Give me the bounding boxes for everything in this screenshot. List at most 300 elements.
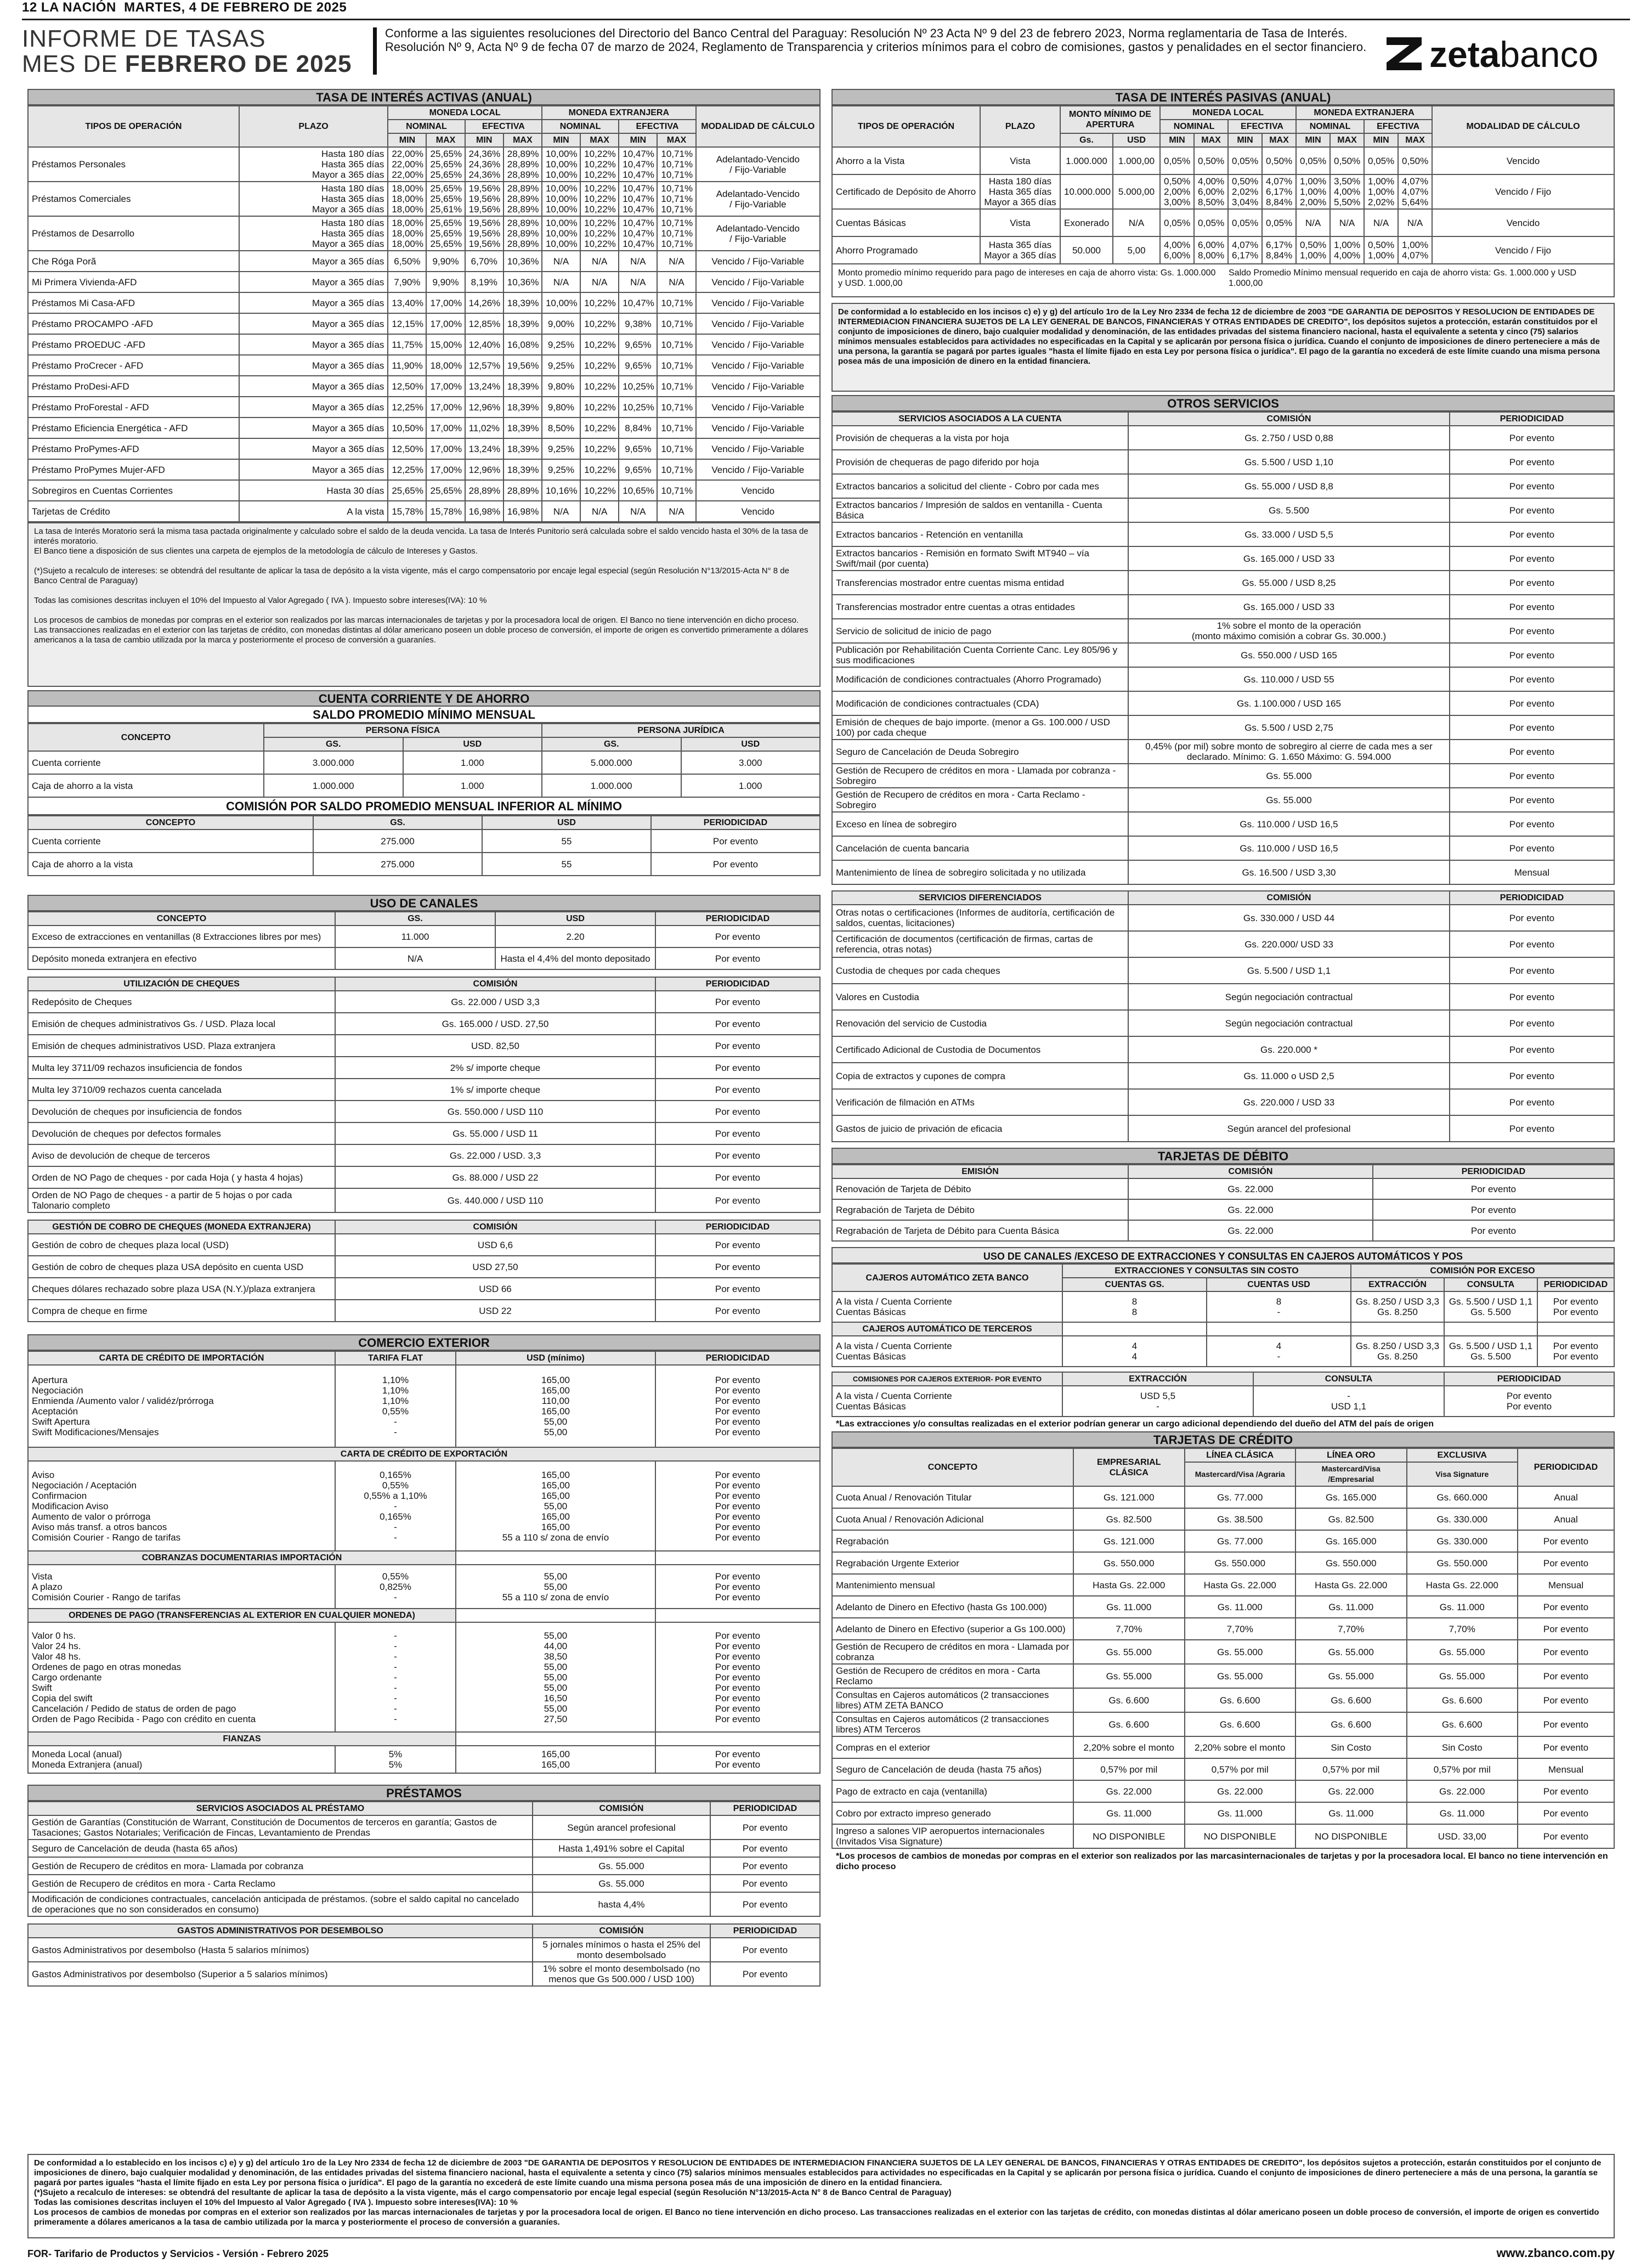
table-cell: 10,36% — [503, 251, 542, 272]
table-cell: Mayor a 365 días — [239, 418, 388, 438]
table-cell: Por evento — [1518, 1802, 1614, 1824]
table-cell: Gs. 55.000 — [1073, 1640, 1185, 1664]
table-cell: Extractos bancarios - Retención en ventanilla — [832, 522, 1128, 546]
table-cell: 10,22% — [580, 418, 619, 438]
table-cell: Por evento — [1518, 1712, 1614, 1736]
table-row — [28, 1300, 820, 1322]
footer-notes: De conformidad a lo establecido en los incisos c) e) y g) del artículo 1ro de la Ley Nro 2334 de fecha 12 de diciembre de 2003 "DE GARANTIA DE DEPOSITOS Y RESOLUCION DE ENTIDADES DE INTERMEDIACION FINANCIERA SUJETOS DE LA LEY GENERAL DE BANCOS, FINANCIERAS Y OTRAS ENTIDADES DE CREDITO", los depósitos sujetos a protección, estarán constituidos por el conjunto de imposiciones de dinero, bajo cualquier modalidad y denominación, de las entidades privadas del sistema financiero nacional, hasta el equivalente a setenta y cinco (75) salarios mínimos mensuales establecidos para actividades no especificadas en la Capital y se aplicarán por persona física o jurídica. Cuando el conjunto de imposiciones de dinero perteneciere a más de una persona, la garantía se pagará por partes iguales "hasta el límite fijado en esta Ley por persona física o jurídica". El pago de la garantía no excederá de este límite cuando una misma persona posea más de una imposición de dinero en la entidad financiera. (*)Sujeto a recalculo de intereses: se obtendrá del resultante de aplicar la tasa de depósito a la vista vigente, más el cargo compensatorio por encaje legal especial (según Resolución N°13/2015-Acta N° 8 de Banco Central de Paraguay) Todas las comisiones descritas incluyen el 10% del Impuesto al Valor Agregado ( IVA ). Impuesto sobre intereses(IVA): 10 % Los procesos de cambios de monedas por compras en el exterior son realizados por las marcas internacionales de tarjetas y por la procesadora local de origen. El Banco no tiene intervención en dicho proceso. Las transacciones realizadas en el exterior con las tarjetas de crédito, con monedas distintas al dólar americano poseen un doble proceso de conversión, el importe de origen es convertido primeramente a dólares americanos a la tasa de cambio utilizada por la marca y posteriormente el proceso de conversión a guaraníes. — [27, 2154, 1615, 2238]
table-cell: Regrabación — [832, 1530, 1073, 1552]
table-cell: N/A — [619, 501, 657, 522]
table-cell: Vencido / Fijo-Variable — [696, 438, 820, 459]
table-cell: Vencido / Fijo-Variable — [696, 313, 820, 334]
section-canales: USO DE CANALES — [27, 895, 821, 911]
table-cell: 10,71% — [657, 355, 695, 376]
table-cell: Gs. 6.600 — [1295, 1688, 1407, 1712]
table-cell: Gs. 6.600 — [1185, 1688, 1296, 1712]
table-cell: Cheques dólares rechazado sobre plaza USA (N.Y.)/plaza extranjera — [28, 1278, 335, 1300]
table-cell: Gs. 330.000 / USD 44 — [1128, 905, 1450, 931]
table-row — [28, 182, 820, 216]
table-cell: 2,20% sobre el monto — [1185, 1736, 1296, 1758]
table-row — [28, 292, 820, 313]
table-cell: N/A — [619, 251, 657, 272]
table-cell: Gs. 77.000 — [1185, 1530, 1296, 1552]
table-cell: 8,50% — [542, 418, 580, 438]
table-cell: Por evento — [655, 991, 820, 1013]
table-cell: 28,89% 28,89% 28,89% — [503, 182, 542, 216]
table-cell: Por evento — [1518, 1640, 1614, 1664]
table-cell: N/A — [542, 501, 580, 522]
table-cell: Ahorro a la Vista — [832, 147, 980, 174]
table-cell: Hasta 180 días Hasta 365 días Mayor a 365 días — [239, 147, 388, 182]
table-cell: Préstamos Personales — [28, 147, 239, 182]
table-cell: Redepósito de Cheques — [28, 991, 335, 1013]
table-cell: 28,89% 28,89% 28,89% — [503, 147, 542, 182]
table-cell: Gs. 330.000 — [1407, 1508, 1518, 1530]
table-cell: Gs. 11.000 — [1295, 1802, 1407, 1824]
table-cell: Transferencias mostrador entre cuentas misma entidad — [832, 571, 1128, 595]
table-cell: Por evento — [1518, 1552, 1614, 1574]
table-row — [832, 1758, 1614, 1780]
table-cell: 10,25% — [619, 376, 657, 397]
table-cell: Por evento — [710, 1962, 820, 1986]
footer-version: FOR- Tarifario de Productos y Servicios - Versión - Febrero 2025 — [27, 2248, 329, 2259]
table-row — [832, 1688, 1614, 1712]
table-cell: 10,71% — [657, 397, 695, 418]
table-cell: 9,25% — [542, 355, 580, 376]
table-cell: 11,90% — [388, 355, 426, 376]
table-cell: Por evento — [1518, 1618, 1614, 1640]
table-cell: Gs. 165.000 / USD 33 — [1128, 546, 1450, 571]
table-row — [28, 1938, 820, 1962]
left-column: TASA DE INTERÉS ACTIVAS (ANUAL) TIPOS DE OPERACIÓN PLAZO MONEDA LOCAL MONEDA EXTRANJERA MODALIDAD DE CÁLCULO NOMINAL EFECTIVA NOMINAL EFECTIVA MIN MAX MIN MAX MIN MAX MIN MAX Préstamos Personales Hasta 180 días Hasta 365 días Mayor a 365 días 22,00% 22,00% 22,00% 25,65% 25,65% 25,65% 24,36% 24,36% 24,36% 28,89% 28,89% 28,89% 10,00% 10,00% 10,00% 10,22% 10,22% 10,22% 10,47% 10,47% 10,47% 10,71% 10,71% 10,71% Adelantado-Vencido / Fijo-Variable Préstamos Comerciales Hasta 180 días Hasta 365 días Mayor a 365 días 18,00% 18,00% 18,00% 25,65% 25,65% 25,61% 19,56% 19,56% 19,56% 28,89% 28,89% 28,89% 10,00% 10,00% 10,00% 10,22% 10,22% 10,22% 10,47% 10,47% 10,47% 10,71% 10,71% 10,71% Adelantado-Vencido / Fijo-Variable Préstamos de Desarrollo Hasta 180 días Hasta 365 días Mayor a 365 días 18,00% 18,00% 18,00% 25,65% 25,65% 25,65% 19,56% 19,56% 19,56% 28,89% 28,89% 28,89% 10,00% 10,00% 10,00% 10,22% 10,22% 10,22% 10,47% 10,47% 10,47% 10,71% 10,71% 10,71% Adelantado-Vencido / Fijo-Variable Che Róga Porã Mayor a 365 días 6,50% 9,90% 6,70% 10,36% N/A N/A N/A N/A Vencido / Fijo-Variable Mi Primera Vivienda-AFD Mayor a 365 días 7,90% 9,90% 8,19% 10,36% N/A N/A N/A N/A Vencido / Fijo-Variable Préstamos Mi Casa-AFD Mayor a 365 días 13,40% 17,00% 14,26% 18,39% 10,00% 10,22% 10,47% 10,71% Vencido / Fijo-Variable Préstamo PROCAMPO -AFD Mayor a 365 días 12,15% 17,00% 12,85% 18,39% 9,00% 10,22% 9,38% 10,71% Vencido / Fijo-Variable Préstamo PROEDUC -AFD Mayor a 365 días 11,75% 15,00% 12,40% 16,08% 9,25% 10,22% 9,65% 10,71% Vencido / Fijo-Variable Préstamo ProCrecer - AFD Mayor a 365 días 11,90% 18,00% 12,57% 19,56% 9,25% 10,22% 9,65% 10,71% Vencido / Fijo-Variable Préstamo ProDesi-AFD Mayor a 365 días 12,50% 17,00% 13,24% 18,39% 9,80% 10,22% 10,25% 10,71% Vencido / Fijo-Variable Préstamo ProForestal - AFD Mayor a 365 días 12,25% 17,00% 12,96% 18,39% 9,80% 10,22% 10,25% 10,71% Vencido / Fijo-Variable Préstamo Eficiencia Energética - AFD Mayor a 365 días 10,50% 17,00% 11,02% 18,39% 8,50% 10,22% 8,84% 10,71% Vencido / Fijo-Variable Préstamo ProPymes-AFD Mayor a 365 días 12,50% 17,00% 13,24% 18,39% 9,25% 10,22% 9,65% 10,71% Vencido / Fijo-Variable Préstamo ProPymes Mujer-AFD Mayor a 365 días 12,25% 17,00% 12,96% 18,39% 9,25% 10,22% 9,65% 10,71% Vencido / Fijo-Variable Sobregiros en Cuentas Corrientes Hasta 30 días 25,65% 25,65% 28,89% 28,89% 10,16% 10,22% 10,65% 10,71% Vencido Tarjetas de Crédito A la vista 15,78% 15,78% 16,98% 16,98% N/A N/A N/A N/A Vencido La tasa de Interés Moratorio será la misma tasa pactada originalmente y calculado sobre el saldo de la deuda vencida. La tasa de Interés Punitorio será calculada sobre el saldo vencido hasta el 30% de la tasa de interés moratorio. El Banco tiene a disposición de sus clientes una carpeta de ejemplos de la metodología de cálculo de Intereses y Gastos. (*)Sujeto a recalculo de intereses: se obtendrá del resultante de aplicar la tasa de depósito a la vista vigente, más el cargo compensatorio por encaje legal especial (según Resolución N°13/2015-Acta N° 8 de Banco Central de Paraguay) Todas las comisiones descritas incluyen el 10% del Impuesto al Valor Agregado ( IVA ). Impuesto sobre intereses(IVA): 10 % Los procesos de cambios de monedas por compras en el exterior son realizados por las marcas internacionales de tarjetas y por la procesadora local de origen. El Banco no tiene intervención en dicho proceso. Las transacciones realizadas en el exterior con las tarjetas de crédito, con monedas distintas al dólar americano poseen un doble proceso de conversión, el importe de origen es convertido primeramente a dólares americanos a la tasa de cambio utilizada por la marca y posteriormente el proceso de conversión a guaraníes. CUENTA CORRIENTE Y DE AHORRO SALDO PROMEDIO MÍNIMO MENSUAL CONCEPTO PERSONA FÍSICA PERSONA JURÍDICA GS. USD GS. USD Cuenta corriente 3.000.000 1.000 5.000.000 3.000 Caja de ahorro a la vista 1.000.000 1.000 1.000.000 1.000 COMISIÓN POR SALDO PROMEDIO MENSUAL INFERIOR AL MÍNIMO CONCEPTO GS. USD PERIODICIDAD Cuenta corriente 275.000 55 Por evento Caja de ahorro a la vista 275.000 55 Por evento USO DE CANALES CONCEPTO GS. USD PERIODICIDAD Exceso de extracciones en ventanillas (8 Extracciones libres por mes) 11.000 2.20 Por evento Depósito moneda extranjera en efectivo N/A Hasta el 4,4% del monto depositado Por evento UTILIZACIÓN DE CHEQUES COMISIÓN PERIODICIDAD Redepósito de Cheques Gs. 22.000 / USD 3,3 Por evento Emisión de cheques administrativos Gs. / USD. Plaza local Gs. 165.000 / USD. 27,50 Por evento Emisión de cheques administrativos USD. Plaza extranjera USD. 82,50 Por evento Multa ley 3711/09 rechazos insuficiencia de fondos 2% s/ importe cheque Por evento Multa ley 3710/09 rechazos cuenta cancelada 1% s/ importe cheque Por evento Devolución de cheques por insuficiencia de fondos Gs. 550.000 / USD 110 Por evento Devolución de cheques por defectos formales Gs. 55.000 / USD 11 Por evento Aviso de devolución de cheque de terceros Gs. 22.000 / USD. 3,3 Por evento Orden de NO Pago de cheques - por cada Hoja ( y hasta 4 hojas) Gs. 88.000 / USD 22 Por evento Orden de NO Pago de cheques - a partir de 5 hojas o por cada Talonario completo Gs. 440.000 / USD 110 Por evento GESTIÓN DE COBRO DE CHEQUES (MONEDA EXTRANJERA) COMISIÓN PERIODICIDAD Gestión de cobro de cheques plaza local (USD) USD 6,6 Por evento Gestión de cobro de cheques plaza USA depósito en cuenta USD USD 27,50 Por evento Cheques dólares rechazado sobre plaza USA (N.Y.)/plaza extranjera USD 66 Por evento Compra de cheque en firme USD 22 Por evento COMERCIO EXTERIOR CARTA DE CRÉDITO DE IMPORTACIÓN TARIFA FLAT USD (mínimo) PERIODICIDAD Apertura Negociación Enmienda /Aumento valor / validéz/prórroga Aceptación Swift Apertura Swift Modificaciones/Mensajes 1,10% 1,10% 1,10% 0,55% - - 165,00 165,00 110,00 165,00 55,00 55,00 Por evento Por evento Por evento Por evento Por evento Por evento CARTA DE CRÉDITO DE EXPORTACIÓN Aviso Negociación / Aceptación Confirmacion Modificacion Aviso Aumento de valor o prórroga Aviso más transf. a otros bancos Comisión Courier - Rango de tarifas 0,165% 0,55% 0,55% a 1,10% - 0,165% - - 165,00 165,00 165,00 55,00 165,00 165,00 55 a 110 s/ zona de envío Por evento Por evento Por evento Por evento Por evento Por evento Por evento COBRANZAS DOCUMENTARIAS IMPORTACIÓN Vista A plazo Comisión Courier - Rango de tarifas 0,55% 0,825% - 55,00 55,00 55 a 110 s/ zona de envío Por evento Por evento Por evento ORDENES DE PAGO (TRANSFERENCIAS AL EXTERIOR EN CUALQUIER MONEDA) Valor 0 hs. Valor 24 hs. Valor 48 hs. Ordenes de pago en otras monedas Cargo ordenante Swift Copia del swift Cancelación / Pedido de status de orden de pago Orden de Pago Recibida - Pago con crédito en cuenta - - - - - - - - - 55,00 44,00 38,50 55,00 55,00 55,00 16,50 55,00 27,50 Por evento Por evento Por evento Por evento Por evento Por evento Por evento Por evento Por evento FIANZAS Moneda Local (anual) Moneda Extranjera (anual) 5% 5% 165,00 165,00 Por evento Por evento PRÉSTAMOS SERVICIOS ASOCIADOS AL PRÉSTAMO COMISIÓN PERIODICIDAD Gestión de Garantías (Constitución de Warrant, Constitución de Documentos de terceros en garantía; Gastos de Tasaciones; Gastos Notariales; Verificación de Fincas, Levantamiento de Prendas Según arancel profesional Por evento Seguro de Cancelación de deuda (hasta 65 años) Hasta 1,491% sobre el Capital Por evento Gestión de Recupero de créditos en mora- Llamada por cobranza Gs. 55.000 Por evento Gestión de Recupero de créditos en mora - Carta Reclamo Gs. 55.000 Por evento Modificación de condiciones contractuales, cancelación anticipada de préstamos. (sobre el saldo capital no cancelado de operaciones que no son considerados en consumo) hasta 4,4% Por evento GASTOS ADMINISTRATIVOS POR DESEMBOLSO COMISIÓN PERIODICIDAD Gastos Administrativos por desembolso (Hasta 5 salarios mínimos) 5 jornales mínimos o hasta el 25% del monto desembolsado Por evento Gastos Administrativos por desembolso (Superior a 5 salarios mínimos) 1% sobre el monto desembolsado (no menos que Gs 500.000 / USD 100) Por evento — [27, 89, 821, 1987]
table-row — [28, 1144, 820, 1166]
table-cell: Préstamos Mi Casa-AFD — [28, 292, 239, 313]
table-cell: Gs. 11.000 — [1073, 1596, 1185, 1618]
table-cell: Gs. 550.000 — [1295, 1552, 1407, 1574]
table-row — [832, 1063, 1614, 1089]
section-debito: TARJETAS DE DÉBITO — [831, 1148, 1615, 1164]
table-cell: Por evento — [1450, 1036, 1614, 1063]
table-row — [28, 501, 820, 522]
table-cell: 4,07% 4,07% 5,64% — [1398, 174, 1432, 209]
table-cell: Por evento — [1450, 595, 1614, 619]
table-cell: Gs. 110.000 / USD 55 — [1128, 667, 1450, 691]
table-row — [28, 1256, 820, 1278]
diferenciados-table: SERVICIOS DIFERENCIADOS COMISIÓN PERIODICIDAD Otras notas o certificaciones (Informes de auditoría, certificación de saldos, cuentas, licitaciones) Gs. 330.000 / USD 44 Por evento Certificación de documentos (certificación de firmas, cartas de referencia, otras notas) Gs. 220.000/ USD 33 Por evento Custodia de cheques por cada cheques Gs. 5.500 / USD 1,1 Por evento Valores en Custodia Según negociación contractual Por evento Renovación del servicio de Custodia Según negociación contractual Por evento Certificado Adicional de Custodia de Documentos Gs. 220.000 * Por evento Copia de extractos y cupones de compra Gs. 11.000 o USD 2,5 Por evento Verificación de filmación en ATMs Gs. 220.000 / USD 33 Por evento Gastos de juicio de privación de eficacia Según arancel del profesional Por evento — [831, 890, 1615, 1142]
table-cell: 11,75% — [388, 334, 426, 355]
table-cell: 12,85% — [465, 313, 503, 334]
table-cell: 25,65% 25,65% 25,61% — [426, 182, 465, 216]
table-cell: Gs. 22.000 — [1185, 1780, 1296, 1802]
table-cell: Gestión de Recupero de créditos en mora - Carta Reclamo — [832, 1664, 1073, 1688]
table-cell: 13,24% — [465, 438, 503, 459]
table-cell: Por evento — [1450, 522, 1614, 546]
table-cell: Aviso de devolución de cheque de terceros — [28, 1144, 335, 1166]
table-cell: 4,07% 6,17% — [1228, 236, 1262, 264]
table-cell: N/A — [657, 272, 695, 292]
comision-saldo-table: CONCEPTO GS. USD PERIODICIDAD Cuenta corriente 275.000 55 Por evento Caja de ahorro a la vista 275.000 55 Por evento — [27, 815, 821, 876]
table-cell: Gs. 110.000 / USD 16,5 — [1128, 836, 1450, 860]
table-cell: N/A — [542, 251, 580, 272]
table-cell: 18,00% 18,00% 18,00% — [388, 216, 426, 251]
table-row — [832, 1486, 1614, 1508]
table-cell: Por evento — [655, 1300, 820, 1322]
table-cell: 0,57% por mil — [1185, 1758, 1296, 1780]
table-row — [28, 751, 820, 774]
table-cell: Préstamo ProPymes-AFD — [28, 438, 239, 459]
table-row — [832, 1199, 1614, 1220]
table-cell: 18,39% — [503, 313, 542, 334]
table-cell: 10,22% 10,22% 10,22% — [580, 147, 619, 182]
table-cell: 22,00% 22,00% 22,00% — [388, 147, 426, 182]
table-cell: Por evento — [655, 947, 820, 969]
table-cell: 7,70% — [1295, 1618, 1407, 1640]
table-cell: Por evento — [655, 1101, 820, 1122]
table-cell: Vencido / Fijo — [1432, 236, 1614, 264]
table-row — [28, 397, 820, 418]
table-cell: Modificación de condiciones contractuales (CDA) — [832, 691, 1128, 715]
table-row — [832, 984, 1614, 1010]
table-cell: Copia de extractos y cupones de compra — [832, 1063, 1128, 1089]
table-cell: 18,00% — [426, 355, 465, 376]
table-cell: Gestión de Recupero de créditos en mora - Carta Reclamo - Sobregiro — [832, 788, 1128, 812]
table-cell: Servicio de solicitud de inicio de pago — [832, 619, 1128, 643]
brand-name-light: banco — [1500, 34, 1599, 75]
table-cell: 0,05% — [1296, 147, 1330, 174]
table-cell: Por evento — [1450, 1010, 1614, 1036]
cuenta-table: CONCEPTO PERSONA FÍSICA PERSONA JURÍDICA GS. USD GS. USD Cuenta corriente 3.000.000 1.000 5.000.000 3.000 Caja de ahorro a la vista 1.000.000 1.000 1.000.000 1.000 — [27, 723, 821, 798]
table-cell: 0,50% 1,00% — [1296, 236, 1330, 264]
section-prestamos: PRÉSTAMOS — [27, 1785, 821, 1801]
table-cell: Emisión de cheques administrativos USD. Plaza extranjera — [28, 1035, 335, 1057]
table-row — [832, 812, 1614, 836]
report-title-line2: MES DE FEBRERO DE 2025 — [22, 50, 352, 77]
table-row — [832, 836, 1614, 860]
table-cell: 6,17% 8,84% — [1262, 236, 1296, 264]
table-cell: Gs. 6.600 — [1295, 1712, 1407, 1736]
table-cell: Gs. 88.000 / USD 22 — [335, 1166, 655, 1188]
table-row — [832, 1802, 1614, 1824]
table-row — [28, 1188, 820, 1212]
table-cell: USD 27,50 — [335, 1256, 655, 1278]
table-cell: Por evento — [710, 1875, 820, 1892]
table-cell: Gastos Administrativos por desembolso (Superior a 5 salarios mínimos) — [28, 1962, 533, 1986]
table-cell: Por evento — [655, 1278, 820, 1300]
table-row — [832, 1220, 1614, 1241]
table-cell: 17,00% — [426, 397, 465, 418]
table-cell: 0,05% — [1160, 147, 1194, 174]
table-cell: Por evento — [1450, 984, 1614, 1010]
table-cell: 10,22% 10,22% 10,22% — [580, 216, 619, 251]
table-cell: Por evento — [1450, 812, 1614, 836]
table-row — [28, 926, 820, 947]
table-cell: 1,00% 1,00% 2,00% — [1296, 174, 1330, 209]
table-cell: Por evento — [655, 1035, 820, 1057]
table-cell: 1% s/ importe cheque — [335, 1079, 655, 1101]
report-title-line1: INFORME DE TASAS — [22, 25, 266, 52]
table-cell: 10,00% 10,00% 10,00% — [542, 216, 580, 251]
table-cell: Mayor a 365 días — [239, 438, 388, 459]
table-cell: Mantenimiento de línea de sobregiro solicitada y no utilizada — [832, 860, 1128, 884]
table-cell: 3,50% 4,00% 5,50% — [1330, 174, 1364, 209]
table-cell: Provisión de chequeras a la vista por hoja — [832, 426, 1128, 450]
table-cell: 10,00% 10,00% 10,00% — [542, 182, 580, 216]
table-cell: Che Róga Porã — [28, 251, 239, 272]
table-cell: Extractos bancarios a solicitud del cliente - Cobro por cada mes — [832, 474, 1128, 498]
table-cell: Mayor a 365 días — [239, 292, 388, 313]
table-cell: 10.000.000 — [1060, 174, 1113, 209]
table-cell: Mi Primera Vivienda-AFD — [28, 272, 239, 292]
table-cell: N/A — [657, 501, 695, 522]
intro-text: Conforme a las siguientes resoluciones del Directorio del Banco Central del Paraguay: Resolución Nº 23 Acta Nº 9 del 23 de febrero 2023, Norma reglamentaria de Tasa de Interés. Resolución Nº 9, Acta Nº 9 de fecha 07 de marzo de 2024, Reglamento de Transparencia y criterios mínimos para el cobro de comisiones, gastos y penalidades en el sector financiero. — [385, 26, 1367, 54]
table-cell: 25,65% — [388, 480, 426, 501]
table-cell: Gs. 5.500 / USD 1,1 — [1128, 957, 1450, 984]
table-row — [832, 788, 1614, 812]
table-cell: 15,78% — [388, 501, 426, 522]
table-cell: Gs. 22.000 — [1407, 1780, 1518, 1802]
table-cell: Gs. 165.000 / USD 33 — [1128, 595, 1450, 619]
table-cell: Gs. 55.000 — [533, 1857, 710, 1875]
table-cell: 1% sobre el monto desembolsado (no menos que Gs 500.000 / USD 100) — [533, 1962, 710, 1986]
table-cell: Por evento — [655, 1256, 820, 1278]
table-row — [832, 1508, 1614, 1530]
table-cell: Sin Costo — [1407, 1736, 1518, 1758]
table-cell: 0,05% — [1364, 147, 1398, 174]
table-cell: Por evento — [1450, 691, 1614, 715]
table-row — [832, 522, 1614, 546]
table-cell: Gs. 38.500 — [1185, 1508, 1296, 1530]
table-cell: Gs. 55.000 — [1407, 1664, 1518, 1688]
table-cell: A la vista — [239, 501, 388, 522]
table-cell: Gs. 55.000 — [533, 1875, 710, 1892]
table-cell: Hasta 30 días — [239, 480, 388, 501]
table-cell: 10,22% — [580, 459, 619, 480]
table-cell: 16,98% — [465, 501, 503, 522]
table-cell: 18,39% — [503, 418, 542, 438]
table-cell: Adelantado-Vencido / Fijo-Variable — [696, 147, 820, 182]
table-cell: 3.000.000 — [264, 751, 403, 774]
table-cell: 1.000 — [403, 751, 542, 774]
table-row — [28, 774, 820, 797]
table-cell: Provisión de chequeras de pago diferido por hoja — [832, 450, 1128, 474]
table-cell: Modificación de condiciones contractuales, cancelación anticipada de préstamos. (sobre el saldo capital no cancelado de operaciones que no son considerados en consumo) — [28, 1892, 533, 1916]
table-cell: Según negociación contractual — [1128, 984, 1450, 1010]
table-cell: Depósito moneda extranjera en efectivo — [28, 947, 335, 969]
table-cell: Gs. 77.000 — [1185, 1486, 1296, 1508]
table-row — [28, 1234, 820, 1256]
table-cell: Por evento — [1373, 1178, 1614, 1199]
table-cell: 1.000 — [403, 774, 542, 797]
table-cell: 10,71% — [657, 376, 695, 397]
table-cell: 0,05% — [1228, 147, 1262, 174]
table-cell: 9,80% — [542, 397, 580, 418]
table-cell: 17,00% — [426, 418, 465, 438]
table-cell: 0,05% — [1160, 209, 1194, 236]
table-cell: Compras en el exterior — [832, 1736, 1073, 1758]
table-row — [28, 376, 820, 397]
table-cell: Gs. 22.000 — [1128, 1178, 1373, 1199]
table-cell: USD 22 — [335, 1300, 655, 1322]
table-cell: Seguro de Cancelación de Deuda Sobregiro — [832, 740, 1128, 764]
table-cell: Gs. 55.000 / USD 8,25 — [1128, 571, 1450, 595]
canales-table: CONCEPTO GS. USD PERIODICIDAD Exceso de extracciones en ventanillas (8 Extracciones libres por mes) 11.000 2.20 Por evento Depósito moneda extranjera en efectivo N/A Hasta el 4,4% del monto depositado Por evento — [27, 911, 821, 970]
table-cell: Gestión de Recupero de créditos en mora - Llamada por cobranza - Sobregiro — [832, 764, 1128, 788]
table-cell: Gs. 550.000 — [1073, 1552, 1185, 1574]
table-cell: Regrabación de Tarjeta de Débito — [832, 1199, 1128, 1220]
table-row — [28, 1122, 820, 1144]
table-cell: 18,39% — [503, 292, 542, 313]
table-cell: 2% s/ importe cheque — [335, 1057, 655, 1079]
table-cell: Gs. 2.750 / USD 0,88 — [1128, 426, 1450, 450]
table-cell: 5.000.000 — [542, 751, 681, 774]
section-activas: TASA DE INTERÉS ACTIVAS (ANUAL) — [27, 89, 821, 105]
table-row — [28, 1840, 820, 1857]
table-row — [28, 1079, 820, 1101]
table-cell: Por evento — [1518, 1780, 1614, 1802]
table-cell: Hasta el 4,4% del monto depositado — [495, 947, 655, 969]
table-cell: Por evento — [1450, 957, 1614, 984]
table-cell: 55 — [482, 853, 651, 876]
table-cell: 19,56% 19,56% 19,56% — [465, 182, 503, 216]
table-cell: Por evento — [710, 1840, 820, 1857]
table-cell: Gs. 22.000 — [1128, 1199, 1373, 1220]
table-cell: Seguro de Cancelación de deuda (hasta 75 años) — [832, 1758, 1073, 1780]
table-cell: 17,00% — [426, 292, 465, 313]
table-row — [832, 174, 1614, 209]
table-cell: 9,25% — [542, 459, 580, 480]
newspaper-header — [22, 0, 347, 15]
table-cell: Hasta 180 días Hasta 365 días Mayor a 365 días — [239, 216, 388, 251]
table-cell: Cuota Anual / Renovación Titular — [832, 1486, 1073, 1508]
table-row — [832, 209, 1614, 236]
table-cell: Consultas en Cajeros automáticos (2 transacciones libres) ATM Terceros — [832, 1712, 1073, 1736]
table-cell: Vencido — [696, 501, 820, 522]
table-cell: Según arancel del profesional — [1128, 1115, 1450, 1142]
table-cell: 10,71% 10,71% 10,71% — [657, 216, 695, 251]
table-cell: Multa ley 3711/09 rechazos insuficiencia de fondos — [28, 1057, 335, 1079]
table-cell: Por evento — [1450, 667, 1614, 691]
table-row — [832, 1115, 1614, 1142]
table-cell: 10,22% — [580, 313, 619, 334]
table-cell: 16,98% — [503, 501, 542, 522]
table-cell: Gs. 6.600 — [1073, 1688, 1185, 1712]
table-cell: Por evento — [1518, 1824, 1614, 1848]
table-cell: Mantenimiento mensual — [832, 1574, 1073, 1596]
table-cell: 28,89% — [465, 480, 503, 501]
table-cell: Seguro de Cancelación de deuda (hasta 65 años) — [28, 1840, 533, 1857]
table-row — [28, 438, 820, 459]
table-cell: Mayor a 365 días — [239, 313, 388, 334]
table-cell: Según arancel profesional — [533, 1815, 710, 1840]
table-cell: 2.20 — [495, 926, 655, 947]
table-row — [832, 595, 1614, 619]
table-cell: Verificación de filmación en ATMs — [832, 1089, 1128, 1115]
table-cell: Por evento — [1373, 1199, 1614, 1220]
brand-name-bold: zeta — [1429, 34, 1500, 75]
table-cell: Exceso en línea de sobregiro — [832, 812, 1128, 836]
table-cell: Por evento — [1518, 1664, 1614, 1688]
table-cell: 6,50% — [388, 251, 426, 272]
footer-website[interactable]: www.zbanco.com.py — [1496, 2246, 1615, 2260]
table-cell: 9,00% — [542, 313, 580, 334]
table-cell: Por evento — [1450, 546, 1614, 571]
table-row — [832, 546, 1614, 571]
table-row — [28, 1875, 820, 1892]
table-cell: Orden de NO Pago de cheques - a partir de 5 hojas o por cada Talonario completo — [28, 1188, 335, 1212]
table-cell: Anual — [1518, 1508, 1614, 1530]
table-cell: Gastos de juicio de privación de eficacia — [832, 1115, 1128, 1142]
garantia-note: De conformidad a lo establecido en los incisos c) e) y g) del artículo 1ro de la Ley Nro 2334 de fecha 12 de diciembre de 2003 "DE GARANTIA DE DEPOSITOS Y RESOLUCION DE ENTIDADES DE INTERMEDIACION FINANCIERA SUJETOS DE LA LEY GENERAL DE BANCOS, FINANCIERAS Y OTRAS ENTIDADES DE CREDITO", los depósitos sujetos a protección, estarán constituidos por el conjunto de imposiciones de dinero, bajo cualquier modalidad y denominación, de las entidades privadas del sistema financiero nacional, hasta el equivalente a setenta y cinco (75) salarios mínimos mensuales establecidos para actividades no especificadas en la Capital y se aplicarán por persona física o jurídica. Cuando el conjunto de imposiciones de dinero perteneciere a más de una persona, la garantía se pagará por partes iguales "hasta el límite fijado en esta Ley por persona física o jurídica". El pago de la garantía no excederá de este límite cuando una misma persona posea más de una imposición de dinero en la entidad financiera. — [831, 303, 1615, 392]
table-cell: Hasta Gs. 22.000 — [1407, 1574, 1518, 1596]
table-cell: Vencido / Fijo-Variable — [696, 376, 820, 397]
table-cell: 0,50% — [1330, 147, 1364, 174]
table-cell: Extractos bancarios - Remisión en formato Swift MT940 – vía Swift/mail (por cuenta) — [832, 546, 1128, 571]
section-pasivas: TASA DE INTERÉS PASIVAS (ANUAL) — [831, 89, 1615, 105]
table-cell: 0,50% 2,02% 3,04% — [1228, 174, 1262, 209]
table-cell: 11.000 — [335, 926, 495, 947]
table-row — [832, 619, 1614, 643]
table-cell: 13,24% — [465, 376, 503, 397]
table-cell: 18,39% — [503, 397, 542, 418]
table-cell: Devolución de cheques por defectos formales — [28, 1122, 335, 1144]
table-cell: 10,22% — [580, 334, 619, 355]
table-cell: 9,65% — [619, 355, 657, 376]
table-cell: Gs. 22.000 — [1128, 1220, 1373, 1241]
table-cell: Hasta Gs. 22.000 — [1073, 1574, 1185, 1596]
activas-table: TIPOS DE OPERACIÓN PLAZO MONEDA LOCAL MONEDA EXTRANJERA MODALIDAD DE CÁLCULO NOMINAL EFECTIVA NOMINAL EFECTIVA MIN MAX MIN MAX MIN MAX MIN MAX Préstamos Personales Hasta 180 días Hasta 365 días Mayor a 365 días 22,00% 22,00% 22,00% 25,65% 25,65% 25,65% 24,36% 24,36% 24,36% 28,89% 28,89% 28,89% 10,00% 10,00% 10,00% 10,22% 10,22% 10,22% 10,47% 10,47% 10,47% 10,71% 10,71% 10,71% Adelantado-Vencido / Fijo-Variable Préstamos Comerciales Hasta 180 días Hasta 365 días Mayor a 365 días 18,00% 18,00% 18,00% 25,65% 25,65% 25,61% 19,56% 19,56% 19,56% 28,89% 28,89% 28,89% 10,00% 10,00% 10,00% 10,22% 10,22% 10,22% 10,47% 10,47% 10,47% 10,71% 10,71% 10,71% Adelantado-Vencido / Fijo-Variable Préstamos de Desarrollo Hasta 180 días Hasta 365 días Mayor a 365 días 18,00% 18,00% 18,00% 25,65% 25,65% 25,65% 19,56% 19,56% 19,56% 28,89% 28,89% 28,89% 10,00% 10,00% 10,00% 10,22% 10,22% 10,22% 10,47% 10,47% 10,47% 10,71% 10,71% 10,71% Adelantado-Vencido / Fijo-Variable Che Róga Porã Mayor a 365 días 6,50% 9,90% 6,70% 10,36% N/A N/A N/A N/A Vencido / Fijo-Variable Mi Primera Vivienda-AFD Mayor a 365 días 7,90% 9,90% 8,19% 10,36% N/A N/A N/A N/A Vencido / Fijo-Variable Préstamos Mi Casa-AFD Mayor a 365 días 13,40% 17,00% 14,26% 18,39% 10,00% 10,22% 10,47% 10,71% Vencido / Fijo-Variable Préstamo PROCAMPO -AFD Mayor a 365 días 12,15% 17,00% 12,85% 18,39% 9,00% 10,22% 9,38% 10,71% Vencido / Fijo-Variable Préstamo PROEDUC -AFD Mayor a 365 días 11,75% 15,00% 12,40% 16,08% 9,25% 10,22% 9,65% 10,71% Vencido / Fijo-Variable Préstamo ProCrecer - AFD Mayor a 365 días 11,90% 18,00% 12,57% 19,56% 9,25% 10,22% 9,65% 10,71% Vencido / Fijo-Variable Préstamo ProDesi-AFD Mayor a 365 días 12,50% 17,00% 13,24% 18,39% 9,80% 10,22% 10,25% 10,71% Vencido / Fijo-Variable Préstamo ProForestal - AFD Mayor a 365 días 12,25% 17,00% 12,96% 18,39% 9,80% 10,22% 10,25% 10,71% Vencido / Fijo-Variable Préstamo Eficiencia Energética - AFD Mayor a 365 días 10,50% 17,00% 11,02% 18,39% 8,50% 10,22% 8,84% 10,71% Vencido / Fijo-Variable Préstamo ProPymes-AFD Mayor a 365 días 12,50% 17,00% 13,24% 18,39% 9,25% 10,22% 9,65% 10,71% Vencido / Fijo-Variable Préstamo ProPymes Mujer-AFD Mayor a 365 días 12,25% 17,00% 12,96% 18,39% 9,25% 10,22% 9,65% 10,71% Vencido / Fijo-Variable Sobregiros en Cuentas Corrientes Hasta 30 días 25,65% 25,65% 28,89% 28,89% 10,16% 10,22% 10,65% 10,71% Vencido Tarjetas de Crédito A la vista 15,78% 15,78% 16,98% 16,98% N/A N/A N/A N/A Vencido — [27, 105, 821, 522]
table-cell: 275.000 — [313, 853, 482, 876]
table-cell: Por evento — [655, 1079, 820, 1101]
table-cell: 10,22% 10,22% 10,22% — [580, 182, 619, 216]
table-cell: N/A — [580, 251, 619, 272]
table-cell: Por evento — [1373, 1220, 1614, 1241]
table-cell: Gs. 55.000 — [1295, 1640, 1407, 1664]
table-cell: Por evento — [655, 1057, 820, 1079]
table-cell: 18,39% — [503, 459, 542, 480]
table-cell: Compra de cheque en firme — [28, 1300, 335, 1322]
table-cell: 50.000 — [1060, 236, 1113, 264]
table-cell: 0,57% por mil — [1407, 1758, 1518, 1780]
table-cell: Por evento — [655, 1122, 820, 1144]
table-cell: 28,89% 28,89% 28,89% — [503, 216, 542, 251]
table-cell: Gs. 55.000 — [1185, 1640, 1296, 1664]
table-cell: 9,90% — [426, 251, 465, 272]
table-row — [832, 1618, 1614, 1640]
table-cell: 15,00% — [426, 334, 465, 355]
table-cell: 10,71% — [657, 334, 695, 355]
table-cell: Gs. 121.000 — [1073, 1530, 1185, 1552]
table-row — [832, 667, 1614, 691]
table-cell: Gs. 5.500 — [1128, 498, 1450, 522]
table-cell: Mensual — [1518, 1758, 1614, 1780]
table-cell: Cuenta corriente — [28, 830, 313, 853]
table-cell: 25,65% 25,65% 25,65% — [426, 216, 465, 251]
table-cell: N/A — [580, 501, 619, 522]
table-cell: Hasta Gs. 22.000 — [1295, 1574, 1407, 1596]
table-cell: 10,71% — [657, 313, 695, 334]
table-cell: Por evento — [1450, 474, 1614, 498]
table-cell: Préstamo Eficiencia Energética - AFD — [28, 418, 239, 438]
table-cell: 9,90% — [426, 272, 465, 292]
table-row — [832, 1574, 1614, 1596]
table-cell: 9,80% — [542, 376, 580, 397]
table-cell: Según negociación contractual — [1128, 1010, 1450, 1036]
table-cell: Gs. 660.000 — [1407, 1486, 1518, 1508]
table-row — [832, 426, 1614, 450]
table-cell: 10,47% 10,47% 10,47% — [619, 216, 657, 251]
table-cell: 10,25% — [619, 397, 657, 418]
table-cell: Por evento — [1518, 1736, 1614, 1758]
